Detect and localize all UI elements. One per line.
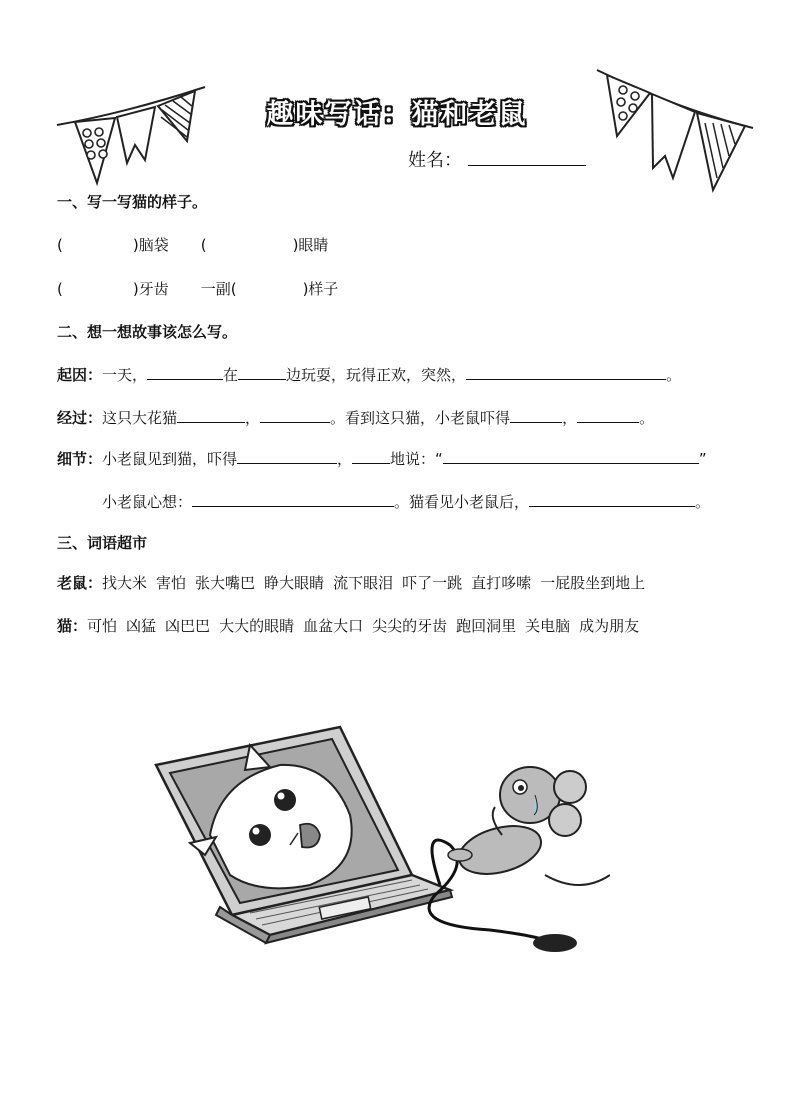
- cat-label: 猫：: [57, 617, 88, 635]
- fill-line[interactable]: [147, 363, 223, 380]
- cat-appearance-row-2: [57, 278, 338, 299]
- cat-word-list: [57, 615, 648, 636]
- text: 小老鼠心想：: [102, 493, 193, 511]
- mouse-word-item: 害怕: [156, 574, 187, 592]
- story-process-line: [57, 406, 654, 428]
- process-label: 经过：: [57, 409, 103, 427]
- teeth-label: )牙齿: [132, 280, 169, 298]
- laptop-cat-mouse-illustration: [150, 725, 610, 965]
- mouse-label: 老鼠：: [57, 574, 103, 592]
- cat-word-item: 尖尖的牙齿: [372, 617, 448, 635]
- cause-label: 起因：: [57, 366, 103, 384]
- mouse-word-item: 流下眼泪: [333, 574, 394, 592]
- name-field: [408, 146, 586, 172]
- name-label: 姓名：: [408, 150, 462, 171]
- text: 地说：“: [390, 450, 443, 468]
- mouse-word-item: 找大米: [102, 574, 148, 592]
- fill-line[interactable]: [352, 447, 390, 464]
- name-input-line[interactable]: [468, 149, 586, 166]
- paren-open: (: [57, 280, 63, 298]
- fill-line[interactable]: [192, 490, 394, 507]
- section-3-heading: 三、词语超市: [57, 534, 148, 552]
- text: ，: [562, 409, 578, 427]
- eyes-label: )眼睛: [292, 236, 329, 254]
- fill-line[interactable]: [466, 363, 666, 380]
- text: 。: [666, 366, 682, 384]
- mouse-word-list: [57, 572, 654, 593]
- text: 。: [695, 493, 711, 511]
- text: 。: [639, 409, 655, 427]
- fill-line[interactable]: [529, 490, 695, 507]
- story-cause-line: [57, 363, 681, 385]
- right-bunting-illustration: [595, 68, 755, 198]
- look-prefix: 一副(: [200, 280, 237, 298]
- head-label: )脑袋: [132, 236, 169, 254]
- mouse-word-item: 吓了一跳: [402, 574, 463, 592]
- cat-word-item: 跑回洞里: [456, 617, 517, 635]
- section-1-heading: 一、写一写猫的样子。: [57, 193, 208, 211]
- cat-word-item: 可怕: [87, 617, 118, 635]
- cat-word-item: 成为朋友: [579, 617, 640, 635]
- fill-line[interactable]: [510, 406, 562, 423]
- text: 这只大花猫: [102, 409, 178, 427]
- text: ”: [698, 450, 707, 468]
- story-thought-line: [102, 490, 710, 512]
- text: ，: [245, 409, 261, 427]
- mouse-word-item: 一屁股坐到地上: [540, 574, 646, 592]
- fill-line[interactable]: [238, 363, 286, 380]
- fill-line[interactable]: [177, 406, 245, 423]
- fill-line[interactable]: [237, 447, 337, 464]
- fill-line[interactable]: [577, 406, 639, 423]
- cat-word-item: 大大的眼睛: [219, 617, 295, 635]
- paren-open: (: [200, 236, 207, 254]
- cat-word-item: 关电脑: [525, 617, 571, 635]
- text: 边玩耍，玩得正欢，突然，: [286, 366, 467, 384]
- mouse-word-item: 睁大眼睛: [264, 574, 325, 592]
- text: 。猫看见小老鼠后，: [394, 493, 530, 511]
- cat-appearance-row-1: [57, 234, 328, 255]
- cat-word-item: 凶巴巴: [165, 617, 211, 635]
- detail-label: 细节：: [57, 450, 103, 468]
- text: 在: [223, 366, 239, 384]
- text: 小老鼠见到猫，吓得: [102, 450, 238, 468]
- fill-line[interactable]: [443, 447, 699, 464]
- cat-word-item: 凶猛: [126, 617, 157, 635]
- fill-line[interactable]: [260, 406, 330, 423]
- text: 一天，: [102, 366, 148, 384]
- text: ，: [337, 450, 353, 468]
- cat-word-item: 血盆大口: [303, 617, 364, 635]
- section-2-heading: 二、想一想故事该怎么写。: [57, 323, 238, 341]
- look-label: )样子: [302, 280, 339, 298]
- mouse-word-item: 直打哆嗦: [471, 574, 532, 592]
- text: 。看到这只猫，小老鼠吓得: [330, 409, 511, 427]
- worksheet-title: 趣味写话：猫和老鼠: [266, 99, 528, 130]
- paren-open: (: [57, 236, 63, 254]
- story-detail-line: [57, 447, 707, 469]
- mouse-word-item: 张大嘴巴: [195, 574, 256, 592]
